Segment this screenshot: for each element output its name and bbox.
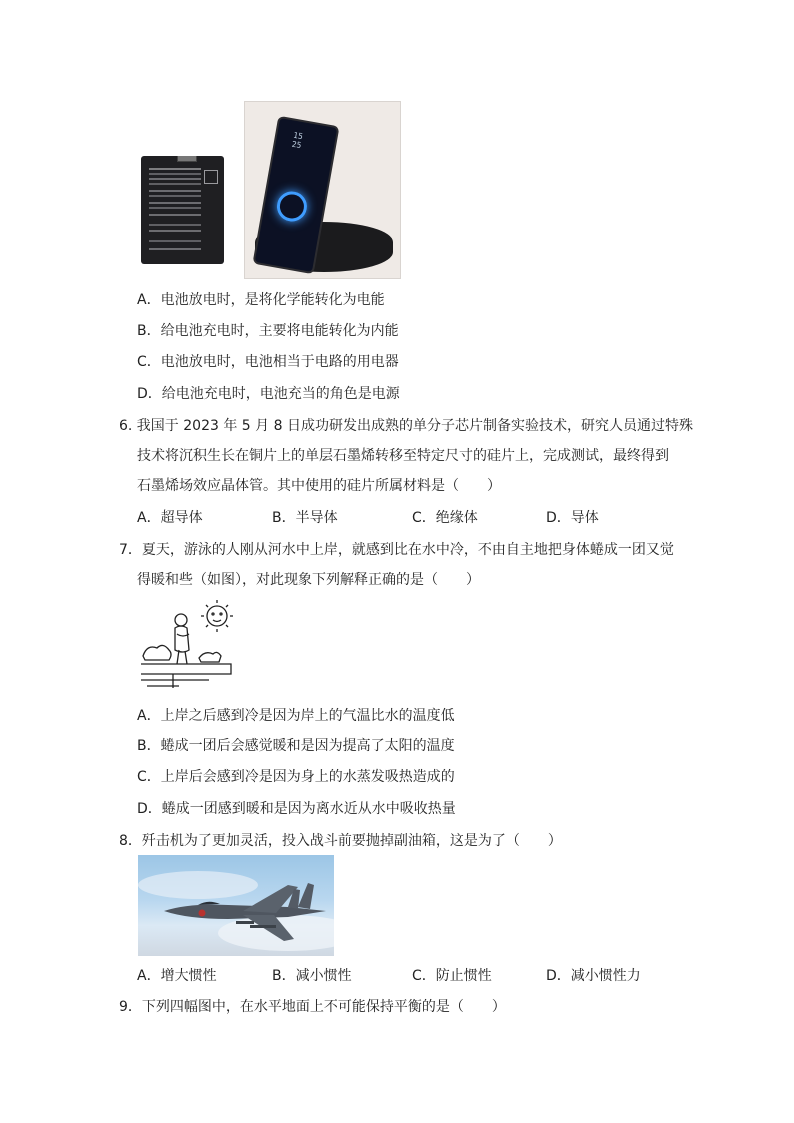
q5-option-d: D．给电池充电时，电池充当的角色是电源 [137, 386, 400, 402]
q9-stem-line-1: 9．下列四幅图中，在水平地面上不可能保持平衡的是（ ） [119, 999, 506, 1015]
q6-option-a: A．超导体 [137, 510, 203, 526]
battery-symbol-icon [204, 170, 218, 184]
q8-option-c: C．防止惯性 [412, 968, 492, 984]
q5-option-c: C．电池放电时，电池相当于电路的用电器 [137, 354, 399, 370]
wireless-charging-phone-image [244, 101, 401, 279]
q7-stem-line-2: 得暖和些（如图），对此现象下列解释正确的是（ ） [137, 572, 480, 588]
q7-stem-line-1: 7．夏天，游泳的人刚从河水中上岸，就感到比在水中冷，不由自主地把身体蜷成一团又觉 [119, 542, 674, 558]
charging-ring-icon [275, 189, 310, 224]
fighter-jet-svg [138, 855, 334, 956]
q5-option-a: A．电池放电时，是将化学能转化为电能 [137, 292, 385, 308]
battery-image [141, 156, 224, 264]
battery-label-text [149, 168, 201, 170]
phone-clock [291, 131, 304, 150]
q5-option-b: B．给电池充电时，主要将电能转化为内能 [137, 323, 399, 339]
swimmer-on-shore-sketch [139, 598, 235, 694]
q6-option-c: C．绝缘体 [412, 510, 478, 526]
q8-option-b: B．减小惯性 [272, 968, 352, 984]
q6-stem-line-1: 6. 我国于 2023 年 5 月 8 日成功研发出成熟的单分子芯片制备实验技术，研究人员通过特殊 [119, 418, 693, 434]
swimmer-sketch-svg [139, 598, 235, 694]
battery-connector [177, 156, 197, 162]
q8-stem-line-1: 8．歼击机为了更加灵活，投入战斗前要抛掉副油箱，这是为了（ ） [119, 833, 562, 849]
q6-option-b: B．半导体 [272, 510, 338, 526]
q7-option-b: B．蜷成一团后会感觉暖和是因为提高了太阳的温度 [137, 738, 455, 754]
q7-option-c: C．上岸后会感到冷是因为身上的水蒸发吸热造成的 [137, 769, 455, 785]
fighter-jet-image [138, 855, 334, 956]
phone-clock-hour: 15 [292, 130, 304, 142]
q8-option-a: A．增大惯性 [137, 968, 217, 984]
q6-stem-line-3: 石墨烯场效应晶体管。其中使用的硅片所属材料是（ ） [137, 478, 501, 494]
q7-option-d: D．蜷成一团感到暖和是因为离水近从水中吸收热量 [137, 801, 456, 817]
q8-option-d: D．减小惯性力 [546, 968, 641, 984]
q6-option-d: D．导体 [546, 510, 599, 526]
q7-option-a: A．上岸之后感到冷是因为岸上的气温比水的温度低 [137, 708, 455, 724]
q6-stem-line-2: 技术将沉积生长在铜片上的单层石墨烯转移至特定尺寸的硅片上，完成测试，最终得到 [137, 448, 669, 464]
phone-clock-minute: 25 [291, 139, 303, 151]
